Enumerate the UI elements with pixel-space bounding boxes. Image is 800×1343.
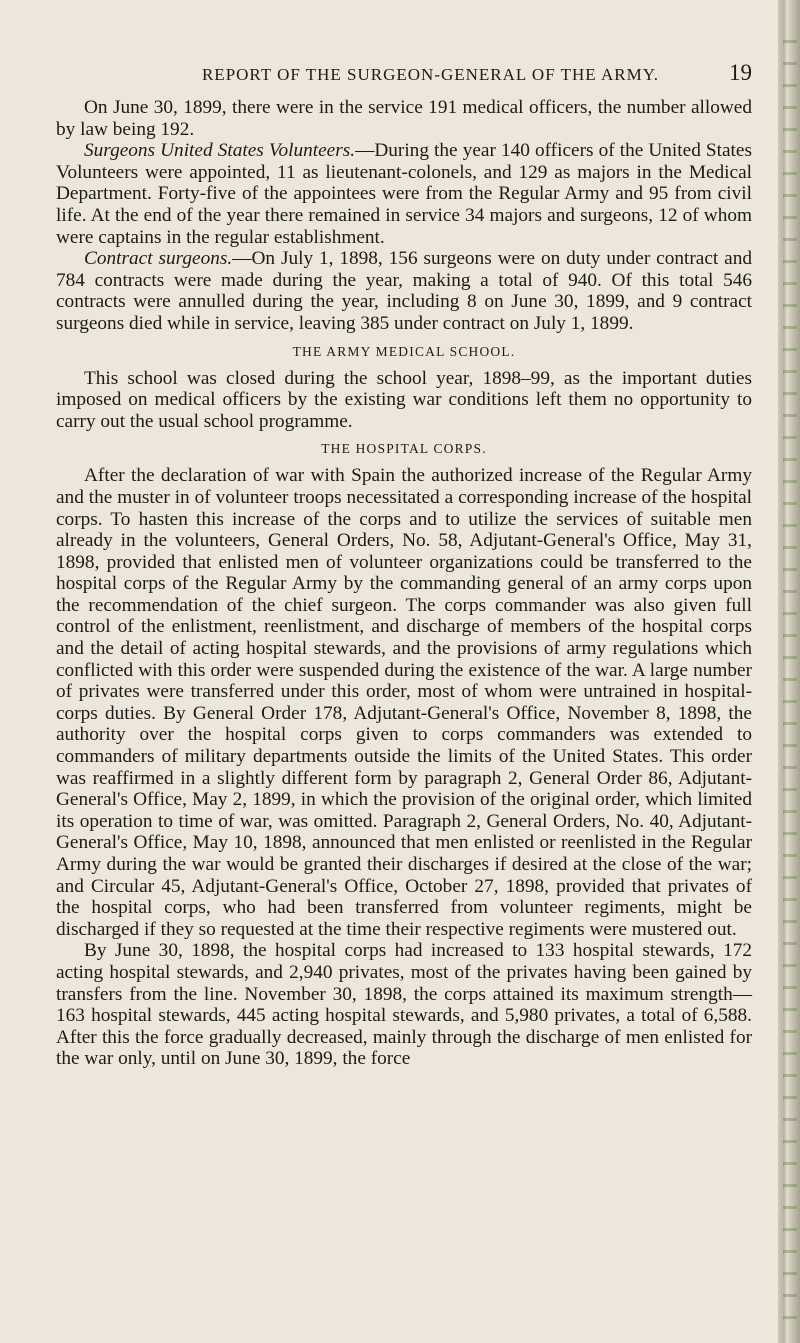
edge-marks [783, 40, 797, 1320]
paragraph-hospital-corps: After the declaration of war with Spain the authorized increase of the Regular Army and the muster in of volunteer troops necessitated a corresponding increase of the hospital corps. To hasten this increase of the corps and to utilize the services of suitable men already in the volunteers, General Orders, No. 58, Adjutant-General's Office, May 31, 1898, provided that enlisted men of volunteer organizations could be transferred to the hospital corps of the Regular Army by the commanding general of an army corps upon the recommendation of the chief surgeon. The corps commander was also given full control of the enlistment, reenlistment, and discharge of members of the hospital corps and the detail of acting hospital stewards, and the provisions of army regulations which conflicted with this order were suspended during the existence of the war. A large number of privates were transferred under this order, most of whom were untrained in hospital-corps duties. By General Order 178, Adjutant-General's Office, November 8, 1898, the authority over the hospital corps given to corps commanders was extended to commanders of military departments outside the limits of the United States. This order was reaffirmed in a slightly different form by paragraph 2, General Order 86, Adjutant-General's Office, May 2, 1899, in which the provision of the original order, which limited its operation to time of war, was omitted. Paragraph 2, General Orders, No. 40, Adjutant-General's Office, May 10, 1898, announced that men enlisted or reenlisted in the Regular Army during the war would be granted their discharges if desired at the close of the war; and Circular 45, Adjutant-General's Office, October 27, 1898, provided that privates of the hospital corps, who had been transferred from volunteer regiments, might be discharged if they so requested at the time their respective regiments were mustered out. [56, 465, 752, 940]
paragraph-medical-officers: On June 30, 1899, there were in the service 191 medical officers, the number allowed by law being 192. [56, 97, 752, 140]
body-text [56, 97, 752, 1070]
section-heading-medical-school: THE ARMY MEDICAL SCHOOL. [292, 343, 516, 359]
paragraph-contract-surgeons: Contract surgeons.—On July 1, 1898, 156 surgeons were on duty under contract and 784 contracts were made during the year, making a total of 940. Of this total 546 contracts were annulled during the year, including 8 on June 30, 1899, and 9 contract surgeons died while in service, leaving 385 under contract on July 1, 1899. [56, 248, 752, 334]
paragraph-volunteer-surgeons: Surgeons United States Volunteers.—During the year 140 officers of the United States Volunteers were appointed, 11 as lieutenant-colonels, and 129 as majors in the Medical Department. Forty-five of the appointees were from the Regular Army and 95 from civil life. At the end of the year there remained in service 34 majors and surgeons, 12 of whom were captains in the regular establishment. [56, 140, 752, 248]
running-head: REPORT OF THE SURGEON-GENERAL OF THE ARMY. [201, 65, 660, 84]
paragraph-school-closed: This school was closed during the school year, 1898–99, as the important duties imposed on medical officers by the existing war conditions left them no opportunity to carry out the usual school programme. [56, 367, 752, 432]
paragraph-lead: Surgeons United States Volunteers. [84, 140, 356, 162]
page-number: 19 [729, 60, 752, 85]
paragraph-corps-strength: By June 30, 1898, the hospital corps had increased to 133 hospital stewards, 172 acting hospital stewards, and 2,940 privates, most of the privates having been gained by transfers from the line. November 30, 1898, the corps attained its maximum strength—163 hospital stewards, 445 acting hospital stewards, and 5,980 privates, a total of 6,588. After this the force gradually decreased, mainly through the discharge of men enlisted for the war only, until on June 30, 1899, the force [56, 940, 752, 1070]
paragraph-lead: Contract surgeons. [84, 248, 233, 270]
section-heading-hospital-corps: THE HOSPITAL CORPS. [321, 441, 487, 457]
page-edge [778, 0, 800, 1343]
page-header [112, 60, 752, 86]
